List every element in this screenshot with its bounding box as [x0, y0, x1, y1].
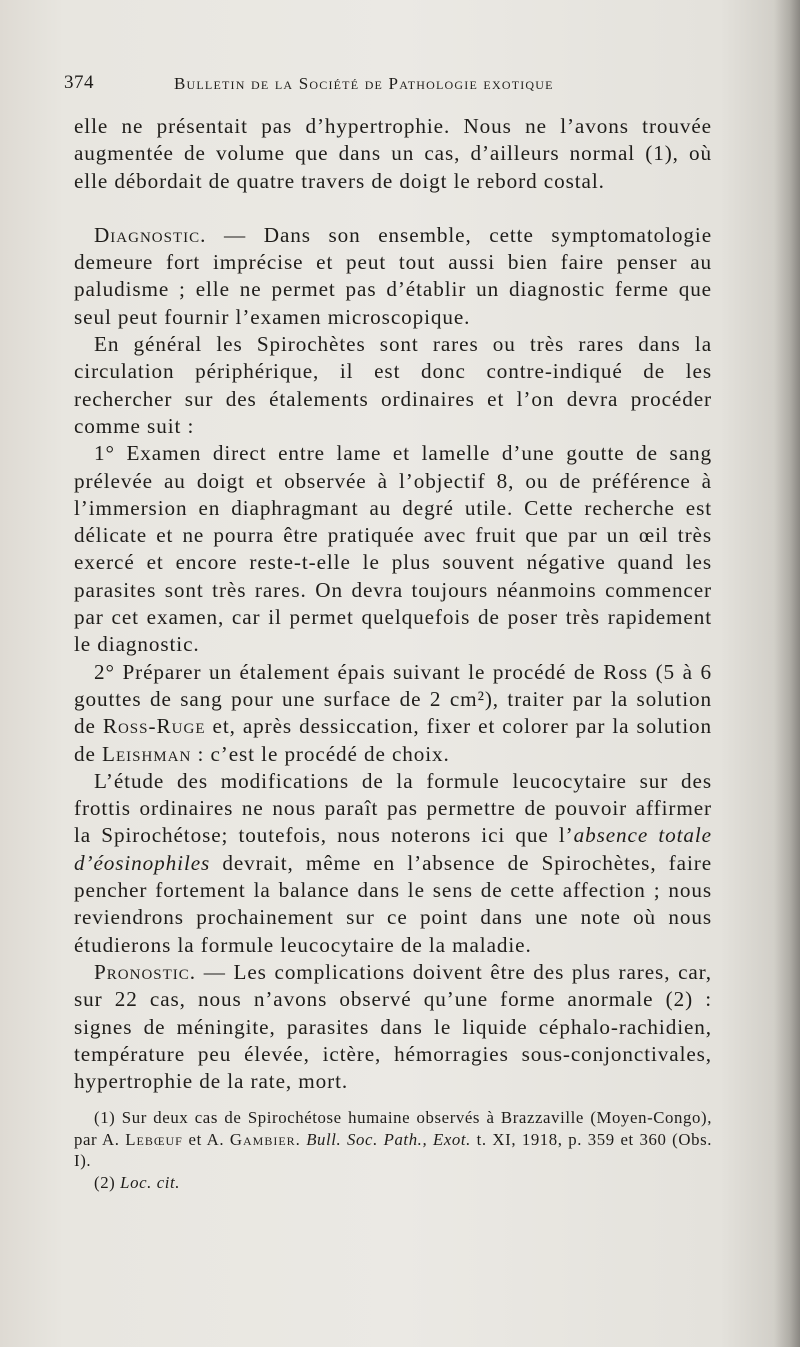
- paragraph-pronostic: [74, 959, 712, 1095]
- journal-title: Bull. Soc. Path., Exot.: [306, 1129, 471, 1149]
- author-leboeuf: Lebœuf: [125, 1129, 183, 1149]
- text-run: : c’est le procédé de choix.: [191, 741, 450, 766]
- running-title: Bulletin de la Société de Pathologie exotique: [174, 74, 554, 93]
- footnote-2: [74, 1172, 712, 1194]
- footnote-1: [74, 1107, 712, 1172]
- text-run: devrait, même en l’absence de Spirochètes, faire pencher fortement la balance dans le sens de cette affection ; nous reviendrons prochainement sur ce point dans une note où nous étudierons la formule leucocytaire de la maladie.: [74, 850, 712, 957]
- paragraph-diagnostic-text: — Dans son ensemble, cette symptomatologie demeure fort imprécise et peut tout aussi bien faire penser au paludisme ; elle ne permet pas d’établir un diagnostic ferme que seul peut fournir l’examen microscopique.: [74, 222, 712, 329]
- text-run: (2): [94, 1172, 121, 1192]
- page-number: 374: [64, 72, 94, 93]
- paragraph-rate: elle ne présentait pas d’hypertrophie. Nous ne l’avons trouvée augmentée de volume que dans un cas, d’ailleurs normal (1), où elle débordait de quatre travers de doigt le rebord costal.: [74, 114, 712, 193]
- loc-cit: Loc. cit.: [120, 1172, 181, 1192]
- author-gambier: Gambier: [229, 1129, 296, 1149]
- paragraph-pronostic-text: — Les complications doivent être des plus rares, car, sur 22 cas, nous n’avons observé qu’une forme anormale (2) : signes de méningite, parasites dans le liquide céphalo-rachidien, température peu élevée, ictère, hémorragies sous-conjonctivales, hypertrophie de la rate, mort.: [74, 959, 712, 1094]
- section-heading-diagnostic: Diagnostic.: [94, 222, 207, 247]
- text-run: (1) Sur deux cas de Spirochétose humaine observés à Brazzaville (Moyen-Congo), par A.: [74, 1108, 712, 1149]
- page-edge-shadow: [774, 0, 800, 1347]
- emphasis-eosinophiles: absence totale d’éosinophiles: [74, 823, 712, 875]
- paragraph-etalement-epais: [74, 659, 712, 768]
- paragraph-diagnostic: [74, 222, 712, 331]
- method-leishman: Leishman: [102, 741, 192, 766]
- section-heading-pronostic: Pronostic.: [94, 959, 197, 984]
- text-run: et A.: [182, 1129, 230, 1149]
- paragraph-formule-leucocytaire: [74, 768, 712, 959]
- text-run: L’étude des modifications de la formule leucocytaire sur des frottis ordinaires ne nous paraît pas permettre de pouvoir affirmer la Spirochétose; toutefois, nous noterons ici que l’: [74, 768, 712, 848]
- running-header: [64, 70, 744, 100]
- text-run: 2° Préparer un étalement épais suivant le procédé de Ross (5 à 6 gouttes de sang pour une surface de 2 cm²), traiter par la solution de: [74, 659, 712, 739]
- main-text: [74, 113, 712, 1095]
- paragraph-spirochetes: En général les Spirochètes sont rares ou très rares dans la circulation périphérique, il est donc contre-indiqué de les rechercher sur des étalements ordinaires et l’on devra procéder comme suit :: [74, 332, 712, 438]
- text-run: et, après dessiccation, fixer et colorer par la solution de: [74, 714, 712, 766]
- paragraph-examen-direct: 1° Examen direct entre lame et lamelle d’une goutte de sang prélevée au doigt et observée à l’objectif 8, ou de préférence à l’immersion en diaphragmant au degré utile. Cette recherche est délicate et ne pourra être pratiquée avec fruit que par un œil très exercé et encore reste-t-elle le plus souvent négative quand les parasites sont très rares. On devra toujours néanmoins commencer par cet examen, car il permet quelquefois de poser très rapidement le diagnostic.: [74, 441, 712, 657]
- text-run: t. XI, 1918, p. 359 et 360 (Obs. I).: [74, 1129, 712, 1170]
- method-ross-ruge: Ross-Ruge: [102, 714, 206, 739]
- footnotes: [74, 1107, 712, 1193]
- text-run: .: [295, 1129, 307, 1149]
